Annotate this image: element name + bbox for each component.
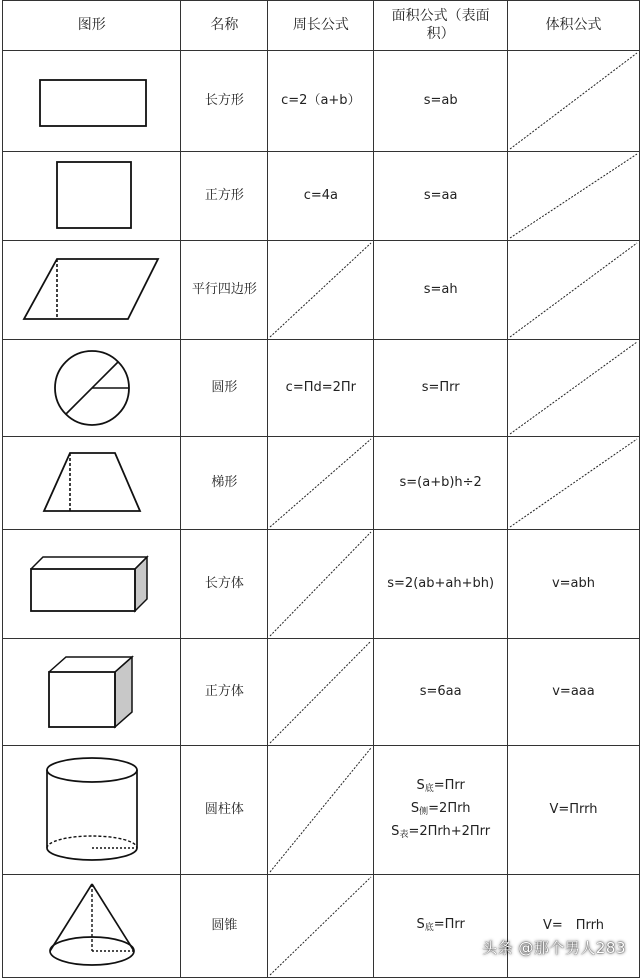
area-formula <box>374 746 508 875</box>
volume-formula: v=aaa <box>507 639 639 746</box>
area-formula: s=aa <box>374 152 508 241</box>
table-row <box>3 241 640 340</box>
empty-cell <box>268 530 374 639</box>
shape-name: 长方体 <box>181 530 268 639</box>
rectangle-icon <box>32 71 152 131</box>
shape-name: 梯形 <box>181 437 268 530</box>
area-formula: s=2(ab+ah+bh) <box>374 530 508 639</box>
table-row <box>3 152 640 241</box>
lateral-area-formula: $S_侧=2\Pi rh$ <box>410 800 471 817</box>
figure-cell <box>3 530 181 639</box>
empty-cell <box>507 241 639 340</box>
base-area-formula: $S_底=\Pi rr$ <box>416 777 465 794</box>
area-formula: s=ah <box>374 241 508 340</box>
empty-cell <box>268 875 374 978</box>
shape-name: 圆形 <box>181 340 268 437</box>
perimeter-formula: c=Πd=2Πr <box>268 340 374 437</box>
table-row <box>3 437 640 530</box>
perimeter-formula: c=4a <box>268 152 374 241</box>
figure-cell <box>3 340 181 437</box>
figure-cell <box>3 152 181 241</box>
area-formula: s=Πrr <box>374 340 508 437</box>
header-figure: 图形 <box>3 1 181 51</box>
table-row <box>3 639 640 746</box>
parallelogram-icon <box>22 255 162 325</box>
area-formula: s=ab <box>374 51 508 152</box>
header-perimeter: 周长公式 <box>268 1 374 51</box>
area-formula <box>374 875 508 978</box>
table-row <box>3 530 640 639</box>
shape-name: 圆锥 <box>181 875 268 978</box>
figure-cell <box>3 875 181 978</box>
header-row <box>3 1 640 51</box>
shape-name: 长方形 <box>181 51 268 152</box>
shape-name: 正方体 <box>181 639 268 746</box>
empty-cell <box>507 340 639 437</box>
header-name: 名称 <box>181 1 268 51</box>
circle-icon <box>50 346 134 430</box>
volume-formula: V=Πrrh <box>507 746 639 875</box>
table-row <box>3 746 640 875</box>
empty-cell <box>507 51 639 152</box>
empty-cell <box>268 746 374 875</box>
figure-cell <box>3 437 181 530</box>
volume-formula: V= Πrrh <box>507 875 639 978</box>
shape-name: 圆柱体 <box>181 746 268 875</box>
figure-cell <box>3 241 181 340</box>
shape-name: 平行四边形 <box>181 241 268 340</box>
table-row <box>3 51 640 152</box>
geometry-formula-table <box>2 0 640 978</box>
figure-cell <box>3 746 181 875</box>
area-formula: s=(a+b)h÷2 <box>374 437 508 530</box>
trapezoid-icon <box>40 449 144 517</box>
empty-cell <box>268 437 374 530</box>
figure-cell <box>3 639 181 746</box>
base-area-formula: $S_底=\Pi rr$ <box>416 916 465 933</box>
volume-formula: v=abh <box>507 530 639 639</box>
figure-cell <box>3 51 181 152</box>
table-row <box>3 875 640 978</box>
cube-icon <box>47 654 137 730</box>
header-area: 面积公式（表面积） <box>374 1 508 51</box>
table-row <box>3 340 640 437</box>
perimeter-formula: c=2（a+b） <box>268 51 374 152</box>
empty-cell <box>268 241 374 340</box>
watermark: 头条 @那个男人283 <box>482 939 626 957</box>
empty-cell <box>507 152 639 241</box>
cone-icon <box>44 881 140 971</box>
square-icon <box>47 159 137 233</box>
surface-area-formula: $S_表=2\Pi rh+2\Pi rr$ <box>391 823 491 840</box>
empty-cell <box>268 639 374 746</box>
cuboid-icon <box>29 553 155 615</box>
shape-name: 正方形 <box>181 152 268 241</box>
cylinder-icon <box>42 754 142 866</box>
empty-cell <box>507 437 639 530</box>
area-formula: s=6aa <box>374 639 508 746</box>
header-volume: 体积公式 <box>507 1 639 51</box>
